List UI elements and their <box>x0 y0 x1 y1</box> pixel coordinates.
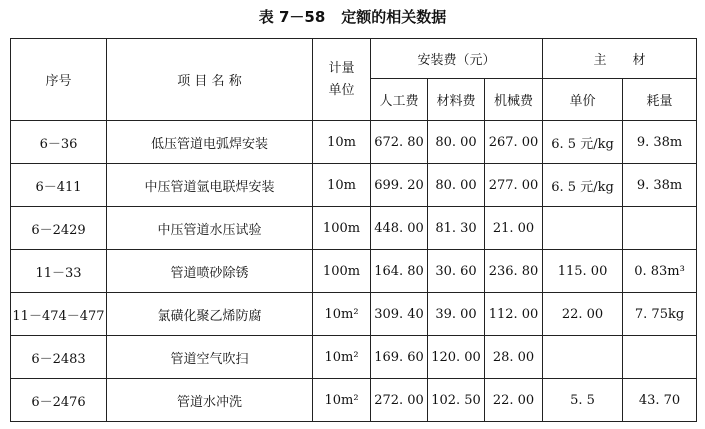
cell-consumption: 0. 83m³ <box>623 250 697 293</box>
cell-material: 30. 60 <box>428 250 485 293</box>
cell-labor: 672. 80 <box>371 121 428 164</box>
cell-labor: 309. 40 <box>371 293 428 336</box>
cell-unit: 10m² <box>313 336 371 379</box>
cell-material: 80. 00 <box>428 121 485 164</box>
header-price: 单价 <box>543 79 623 121</box>
cell-machine: 267. 00 <box>485 121 543 164</box>
table-row <box>11 121 697 164</box>
cell-price: 6. 5 元/kg <box>543 121 623 164</box>
cell-seq: 6－2483 <box>11 336 107 379</box>
cell-name: 低压管道电弧焊安装 <box>107 121 313 164</box>
cell-machine: 112. 00 <box>485 293 543 336</box>
cell-labor: 164. 80 <box>371 250 428 293</box>
table-title <box>0 6 705 27</box>
cell-seq: 11－474－477 <box>11 293 107 336</box>
cell-name: 中压管道氩电联焊安装 <box>107 164 313 207</box>
cell-labor: 448. 00 <box>371 207 428 250</box>
table-row <box>11 207 697 250</box>
cell-price: 115. 00 <box>543 250 623 293</box>
header-unit-bottom: 单位 <box>328 82 355 98</box>
cell-unit: 10m² <box>313 379 371 422</box>
cell-machine: 22. 00 <box>485 379 543 422</box>
cell-price <box>543 336 623 379</box>
cell-labor: 272. 00 <box>371 379 428 422</box>
cell-price: 22. 00 <box>543 293 623 336</box>
cell-material: 102. 50 <box>428 379 485 422</box>
cell-machine: 236. 80 <box>485 250 543 293</box>
quota-table <box>10 38 697 422</box>
cell-seq: 6－2429 <box>11 207 107 250</box>
cell-consumption: 43. 70 <box>623 379 697 422</box>
header-unit-top: 计量 <box>328 60 355 76</box>
table-number: 表 7－58 <box>258 8 326 26</box>
table-caption: 定额的相关数据 <box>341 8 447 26</box>
header-fee-group: 安装费（元） <box>371 39 543 79</box>
cell-seq: 11－33 <box>11 250 107 293</box>
cell-labor: 169. 60 <box>371 336 428 379</box>
cell-unit: 10m <box>313 164 371 207</box>
header-consumption: 耗量 <box>623 79 697 121</box>
table-row <box>11 336 697 379</box>
cell-name: 管道水冲洗 <box>107 379 313 422</box>
cell-material: 120. 00 <box>428 336 485 379</box>
cell-price: 5. 5 <box>543 379 623 422</box>
cell-seq: 6－2476 <box>11 379 107 422</box>
cell-consumption: 9. 38m <box>623 121 697 164</box>
header-unit <box>313 39 371 121</box>
table-row <box>11 250 697 293</box>
cell-consumption <box>623 207 697 250</box>
cell-price <box>543 207 623 250</box>
table-row <box>11 293 697 336</box>
cell-material: 39. 00 <box>428 293 485 336</box>
cell-material: 81. 30 <box>428 207 485 250</box>
cell-consumption <box>623 336 697 379</box>
cell-name: 管道空气吹扫 <box>107 336 313 379</box>
cell-unit: 10m² <box>313 293 371 336</box>
cell-name: 管道喷砂除锈 <box>107 250 313 293</box>
cell-price: 6. 5 元/kg <box>543 164 623 207</box>
cell-unit: 100m <box>313 207 371 250</box>
table-row <box>11 164 697 207</box>
cell-machine: 21. 00 <box>485 207 543 250</box>
cell-seq: 6－36 <box>11 121 107 164</box>
header-main-group: 主 材 <box>543 39 697 79</box>
cell-machine: 277. 00 <box>485 164 543 207</box>
cell-name: 中压管道水压试验 <box>107 207 313 250</box>
cell-seq: 6－411 <box>11 164 107 207</box>
header-material: 材料费 <box>428 79 485 121</box>
cell-name: 氯磺化聚乙烯防腐 <box>107 293 313 336</box>
cell-consumption: 9. 38m <box>623 164 697 207</box>
table-row <box>11 379 697 422</box>
header-labor: 人工费 <box>371 79 428 121</box>
header-name: 项 目 名 称 <box>107 39 313 121</box>
cell-unit: 100m <box>313 250 371 293</box>
cell-material: 80. 00 <box>428 164 485 207</box>
header-row-1 <box>11 39 697 79</box>
cell-unit: 10m <box>313 121 371 164</box>
header-machine: 机械费 <box>485 79 543 121</box>
cell-labor: 699. 20 <box>371 164 428 207</box>
header-seq: 序号 <box>11 39 107 121</box>
cell-machine: 28. 00 <box>485 336 543 379</box>
cell-consumption: 7. 75kg <box>623 293 697 336</box>
